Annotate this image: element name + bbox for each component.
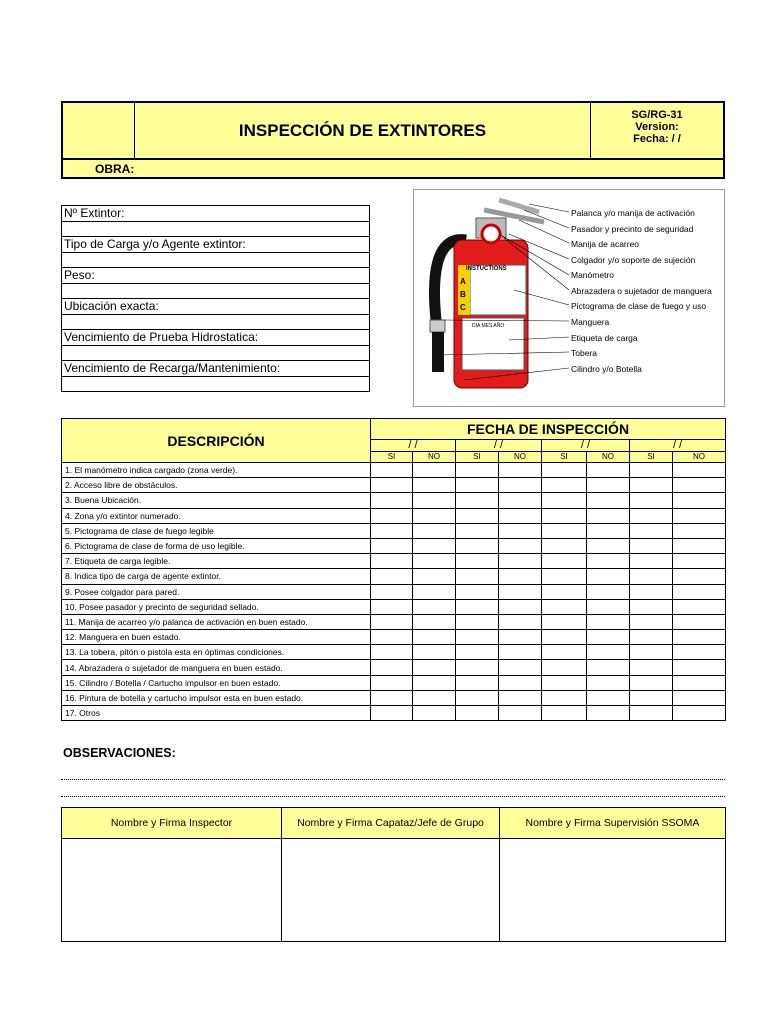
no-check-cell[interactable] (587, 599, 630, 614)
label-lever: Palanca y/o manija de activación (571, 208, 695, 218)
info-field-label: Peso: (62, 268, 370, 284)
no-check-cell[interactable] (413, 630, 456, 645)
document-code: SG/RG-31 (631, 109, 683, 121)
inspection-item-label: 5. Pictograma de clase de fuego legible (62, 523, 371, 538)
si-check-cell[interactable] (371, 660, 413, 675)
si-check-cell[interactable] (542, 690, 587, 705)
no-check-cell[interactable] (413, 478, 456, 493)
si-check-cell[interactable] (371, 599, 413, 614)
inspection-date-1[interactable]: / / (371, 440, 456, 452)
no-check-cell[interactable] (413, 706, 456, 721)
info-field-label: Vencimiento de Prueba Hidrostatica: (62, 330, 370, 346)
si-check-cell[interactable] (630, 645, 673, 660)
si-check-cell[interactable] (456, 645, 499, 660)
no-check-cell[interactable] (673, 599, 726, 614)
handle-shape (499, 200, 539, 212)
info-field-label: Ubicación exacta: (62, 299, 370, 315)
no-check-cell[interactable] (499, 675, 542, 690)
si-check-cell[interactable] (630, 675, 673, 690)
no-check-cell[interactable] (673, 523, 726, 538)
si-check-cell[interactable] (630, 554, 673, 569)
table-row (62, 614, 726, 629)
no-check-cell[interactable] (499, 463, 542, 478)
no-check-cell[interactable] (673, 645, 726, 660)
no-check-cell[interactable] (673, 706, 726, 721)
no-check-cell[interactable] (499, 660, 542, 675)
si-check-cell[interactable] (456, 630, 499, 645)
table-row (62, 584, 726, 599)
si-check-cell[interactable] (630, 463, 673, 478)
no-check-cell[interactable] (413, 463, 456, 478)
inspection-item-label: 3. Buena Ubicación. (62, 493, 371, 508)
si-check-cell[interactable] (456, 523, 499, 538)
no-check-cell[interactable] (413, 675, 456, 690)
info-field-value[interactable] (62, 221, 370, 237)
label-carry-handle: Manija de acarreo (571, 239, 640, 249)
no-check-cell[interactable] (587, 508, 630, 523)
no-check-cell[interactable] (673, 675, 726, 690)
table-row (62, 660, 726, 675)
si-check-cell[interactable] (371, 690, 413, 705)
no-check-cell[interactable] (499, 538, 542, 553)
no-check-cell[interactable] (413, 690, 456, 705)
si-check-cell[interactable] (630, 584, 673, 599)
table-row (62, 463, 726, 478)
si-check-cell[interactable] (456, 614, 499, 629)
signature-header-supervision: Nombre y Firma Supervisión SSOMA (500, 808, 726, 839)
no-check-cell[interactable] (673, 569, 726, 584)
si-check-cell[interactable] (456, 690, 499, 705)
inspection-item-label: 4. Zona y/o extintor numerado. (62, 508, 371, 523)
table-row (62, 599, 726, 614)
inspection-item-label: 15. Cilindro / Botella / Cartucho impulsor en buen estado. (62, 675, 371, 690)
description-header: DESCRIPCIÓN (62, 419, 371, 463)
si-header: SI (371, 452, 413, 463)
no-check-cell[interactable] (673, 493, 726, 508)
extinguisher-diagram (413, 189, 725, 407)
no-check-cell[interactable] (587, 463, 630, 478)
inspection-item-label: 12. Manguera en buen estado. (62, 630, 371, 645)
no-check-cell[interactable] (499, 614, 542, 629)
no-check-cell[interactable] (499, 599, 542, 614)
no-check-cell[interactable] (587, 614, 630, 629)
si-check-cell[interactable] (630, 706, 673, 721)
no-check-cell[interactable] (673, 463, 726, 478)
si-check-cell[interactable] (371, 675, 413, 690)
si-check-cell[interactable] (371, 523, 413, 538)
inspection-item-label: 13. La tobera, pitón o pistola esta en óptimas condiciones. (62, 645, 371, 660)
no-check-cell[interactable] (413, 554, 456, 569)
label-hanger: Colgador y/o soporte de sujeción (571, 255, 696, 265)
si-check-cell[interactable] (542, 463, 587, 478)
no-check-cell[interactable] (413, 508, 456, 523)
class-a-text: A (460, 277, 466, 286)
si-check-cell[interactable] (630, 478, 673, 493)
observaciones-line-1[interactable] (61, 779, 725, 780)
no-check-cell[interactable] (673, 630, 726, 645)
si-check-cell[interactable] (456, 508, 499, 523)
inspection-table (61, 418, 726, 721)
no-check-cell[interactable] (673, 584, 726, 599)
info-field-label: Tipo de Carga y/o Agente extintor: (62, 237, 370, 253)
si-check-cell[interactable] (371, 584, 413, 599)
si-check-cell[interactable] (371, 706, 413, 721)
table-row (62, 630, 726, 645)
signature-header-inspector: Nombre y Firma Inspector (62, 808, 282, 839)
no-check-cell[interactable] (587, 645, 630, 660)
no-check-cell[interactable] (413, 538, 456, 553)
si-check-cell[interactable] (542, 706, 587, 721)
si-check-cell[interactable] (542, 630, 587, 645)
no-check-cell[interactable] (673, 538, 726, 553)
si-check-cell[interactable] (371, 463, 413, 478)
si-check-cell[interactable] (456, 538, 499, 553)
info-field-label: Vencimiento de Recarga/Mantenimiento: (62, 361, 370, 377)
si-check-cell[interactable] (542, 675, 587, 690)
table-row (62, 706, 726, 721)
si-check-cell[interactable] (630, 569, 673, 584)
label-cylinder: Cilindro y/o Botella (571, 364, 642, 374)
signature-table (61, 807, 726, 942)
si-check-cell[interactable] (542, 599, 587, 614)
si-check-cell[interactable] (542, 584, 587, 599)
si-check-cell[interactable] (542, 508, 587, 523)
si-check-cell[interactable] (371, 630, 413, 645)
no-check-cell[interactable] (587, 569, 630, 584)
info-field-value[interactable] (62, 252, 370, 268)
no-check-cell[interactable] (499, 645, 542, 660)
si-check-cell[interactable] (371, 538, 413, 553)
si-check-cell[interactable] (542, 569, 587, 584)
signature-box-capataz[interactable] (282, 839, 500, 942)
info-field-label: Nº Extintor: (62, 206, 370, 222)
info-field-value[interactable] (62, 345, 370, 361)
no-check-cell[interactable] (499, 478, 542, 493)
no-check-cell[interactable] (587, 660, 630, 675)
gauge-shape (482, 225, 500, 243)
inspection-item-label: 11. Manija de acarreo y/o palanca de activación en buen estado. (62, 614, 371, 629)
signature-header-capataz: Nombre y Firma Capataz/Jefe de Grupo (282, 808, 500, 839)
no-check-cell[interactable] (587, 493, 630, 508)
si-check-cell[interactable] (630, 523, 673, 538)
no-check-cell[interactable] (673, 478, 726, 493)
no-header: NO (499, 452, 542, 463)
no-header: NO (673, 452, 726, 463)
info-field-value[interactable] (62, 283, 370, 299)
no-check-cell[interactable] (499, 554, 542, 569)
no-check-cell[interactable] (587, 478, 630, 493)
info-field-value[interactable] (62, 314, 370, 330)
si-header: SI (542, 452, 587, 463)
si-check-cell[interactable] (371, 645, 413, 660)
si-check-cell[interactable] (542, 645, 587, 660)
si-check-cell[interactable] (542, 493, 587, 508)
observaciones-line-2[interactable] (61, 796, 725, 797)
no-check-cell[interactable] (499, 584, 542, 599)
si-check-cell[interactable] (456, 660, 499, 675)
fecha-label: Fecha: / / (633, 133, 681, 145)
no-check-cell[interactable] (413, 584, 456, 599)
instructions-text: INSTUCTIONS (466, 266, 507, 272)
label-gauge: Manómetro (571, 270, 614, 280)
signature-box-supervision[interactable] (500, 839, 726, 942)
si-check-cell[interactable] (630, 538, 673, 553)
inspection-item-label: 10. Posee pasador y precinto de seguridad sellado. (62, 599, 371, 614)
table-row (62, 690, 726, 705)
inspection-date-2[interactable]: / / (456, 440, 542, 452)
no-check-cell[interactable] (413, 523, 456, 538)
no-check-cell[interactable] (673, 690, 726, 705)
si-check-cell[interactable] (456, 599, 499, 614)
no-header: NO (413, 452, 456, 463)
form-header (61, 101, 725, 179)
table-row (62, 645, 726, 660)
si-check-cell[interactable] (456, 569, 499, 584)
no-check-cell[interactable] (587, 523, 630, 538)
inspection-item-label: 1. El manómetro indica cargado (zona verde). (62, 463, 371, 478)
si-check-cell[interactable] (542, 538, 587, 553)
si-check-cell[interactable] (630, 508, 673, 523)
no-check-cell[interactable] (673, 554, 726, 569)
label-nozzle: Tobera (571, 348, 597, 358)
inspection-date-4[interactable]: / / (630, 440, 726, 452)
no-check-cell[interactable] (587, 690, 630, 705)
version-label: Version: (635, 121, 679, 133)
no-check-cell[interactable] (587, 706, 630, 721)
no-check-cell[interactable] (587, 675, 630, 690)
si-check-cell[interactable] (456, 463, 499, 478)
fire-classes (460, 275, 466, 314)
observaciones-label: OBSERVACIONES: (63, 746, 176, 760)
si-check-cell[interactable] (371, 614, 413, 629)
si-check-cell[interactable] (371, 508, 413, 523)
no-check-cell[interactable] (413, 645, 456, 660)
no-check-cell[interactable] (413, 599, 456, 614)
si-check-cell[interactable] (542, 554, 587, 569)
no-check-cell[interactable] (673, 660, 726, 675)
obra-field[interactable]: OBRA: (63, 158, 723, 177)
table-row (62, 538, 726, 553)
no-check-cell[interactable] (587, 538, 630, 553)
si-check-cell[interactable] (371, 554, 413, 569)
no-check-cell[interactable] (587, 630, 630, 645)
inspection-item-label: 2. Acceso libre de obstáculos. (62, 478, 371, 493)
label-pin: Pasador y precinto de seguridad (571, 224, 694, 234)
inspection-date-header: FECHA DE INSPECCIÓN (371, 419, 726, 440)
table-row (62, 493, 726, 508)
inspection-item-label: 7. Etiqueta de carga legible. (62, 554, 371, 569)
signature-box-inspector[interactable] (62, 839, 282, 942)
si-check-cell[interactable] (542, 660, 587, 675)
no-check-cell[interactable] (499, 630, 542, 645)
inspection-date-3[interactable]: / / (542, 440, 630, 452)
si-header: SI (456, 452, 499, 463)
no-check-cell[interactable] (413, 660, 456, 675)
nozzle-shape (432, 332, 444, 372)
label-pictogram: Pictograma de clase de fuego y uso (571, 301, 707, 311)
no-check-cell[interactable] (499, 569, 542, 584)
si-check-cell[interactable] (371, 493, 413, 508)
no-check-cell[interactable] (673, 508, 726, 523)
inspection-item-label: 6. Pictograma de clase de forma de uso legible. (62, 538, 371, 553)
info-field-value[interactable] (62, 376, 370, 392)
table-row (62, 523, 726, 538)
si-check-cell[interactable] (456, 675, 499, 690)
no-check-cell[interactable] (413, 614, 456, 629)
no-check-cell[interactable] (587, 584, 630, 599)
si-check-cell[interactable] (456, 706, 499, 721)
inspection-item-label: 16. Pintura de botella y cartucho impulsor esta en buen estado. (62, 690, 371, 705)
si-check-cell[interactable] (630, 630, 673, 645)
si-check-cell[interactable] (371, 478, 413, 493)
si-check-cell[interactable] (630, 614, 673, 629)
table-row (62, 508, 726, 523)
no-check-cell[interactable] (413, 569, 456, 584)
si-check-cell[interactable] (542, 523, 587, 538)
si-check-cell[interactable] (371, 569, 413, 584)
si-check-cell[interactable] (456, 493, 499, 508)
page-title: INSPECCIÓN DE EXTINTORES (135, 103, 591, 158)
no-check-cell[interactable] (499, 706, 542, 721)
no-check-cell[interactable] (499, 523, 542, 538)
inspection-item-label: 8. Indica tipo de carga de agente extintor. (62, 569, 371, 584)
no-check-cell[interactable] (499, 493, 542, 508)
no-header: NO (587, 452, 630, 463)
inspection-item-label: 14. Abrazadera o sujetador de manguera en buen estado. (62, 660, 371, 675)
si-check-cell[interactable] (456, 478, 499, 493)
instruction-panel-shape (470, 265, 526, 315)
table-row (62, 554, 726, 569)
charge-tag-date-text: DIA MES AÑO (472, 323, 505, 329)
si-check-cell[interactable] (542, 478, 587, 493)
inspection-item-label: 9. Posee colgador para pared. (62, 584, 371, 599)
si-header: SI (630, 452, 673, 463)
si-check-cell[interactable] (456, 554, 499, 569)
class-c-text: C (460, 303, 466, 312)
si-check-cell[interactable] (630, 690, 673, 705)
inspection-item-label: 17. Otros (62, 706, 371, 721)
no-check-cell[interactable] (673, 614, 726, 629)
no-check-cell[interactable] (499, 508, 542, 523)
no-check-cell[interactable] (413, 493, 456, 508)
no-check-cell[interactable] (587, 554, 630, 569)
si-check-cell[interactable] (456, 584, 499, 599)
table-row (62, 569, 726, 584)
si-check-cell[interactable] (630, 493, 673, 508)
table-row (62, 478, 726, 493)
label-charge-tag: Etiqueta de carga (571, 333, 638, 343)
document-code-block (591, 103, 723, 158)
label-hose-clamp: Abrazadera o sujetador de manguera (571, 286, 712, 296)
hose-clamp-shape (430, 320, 445, 332)
si-check-cell[interactable] (542, 614, 587, 629)
si-check-cell[interactable] (630, 660, 673, 675)
extinguisher-info-table (61, 205, 370, 392)
label-hose: Manguera (571, 317, 610, 327)
no-check-cell[interactable] (499, 690, 542, 705)
inspection-items (62, 463, 726, 721)
si-check-cell[interactable] (630, 599, 673, 614)
class-b-text: B (460, 290, 466, 299)
table-row (62, 675, 726, 690)
logo-cell (63, 103, 135, 158)
